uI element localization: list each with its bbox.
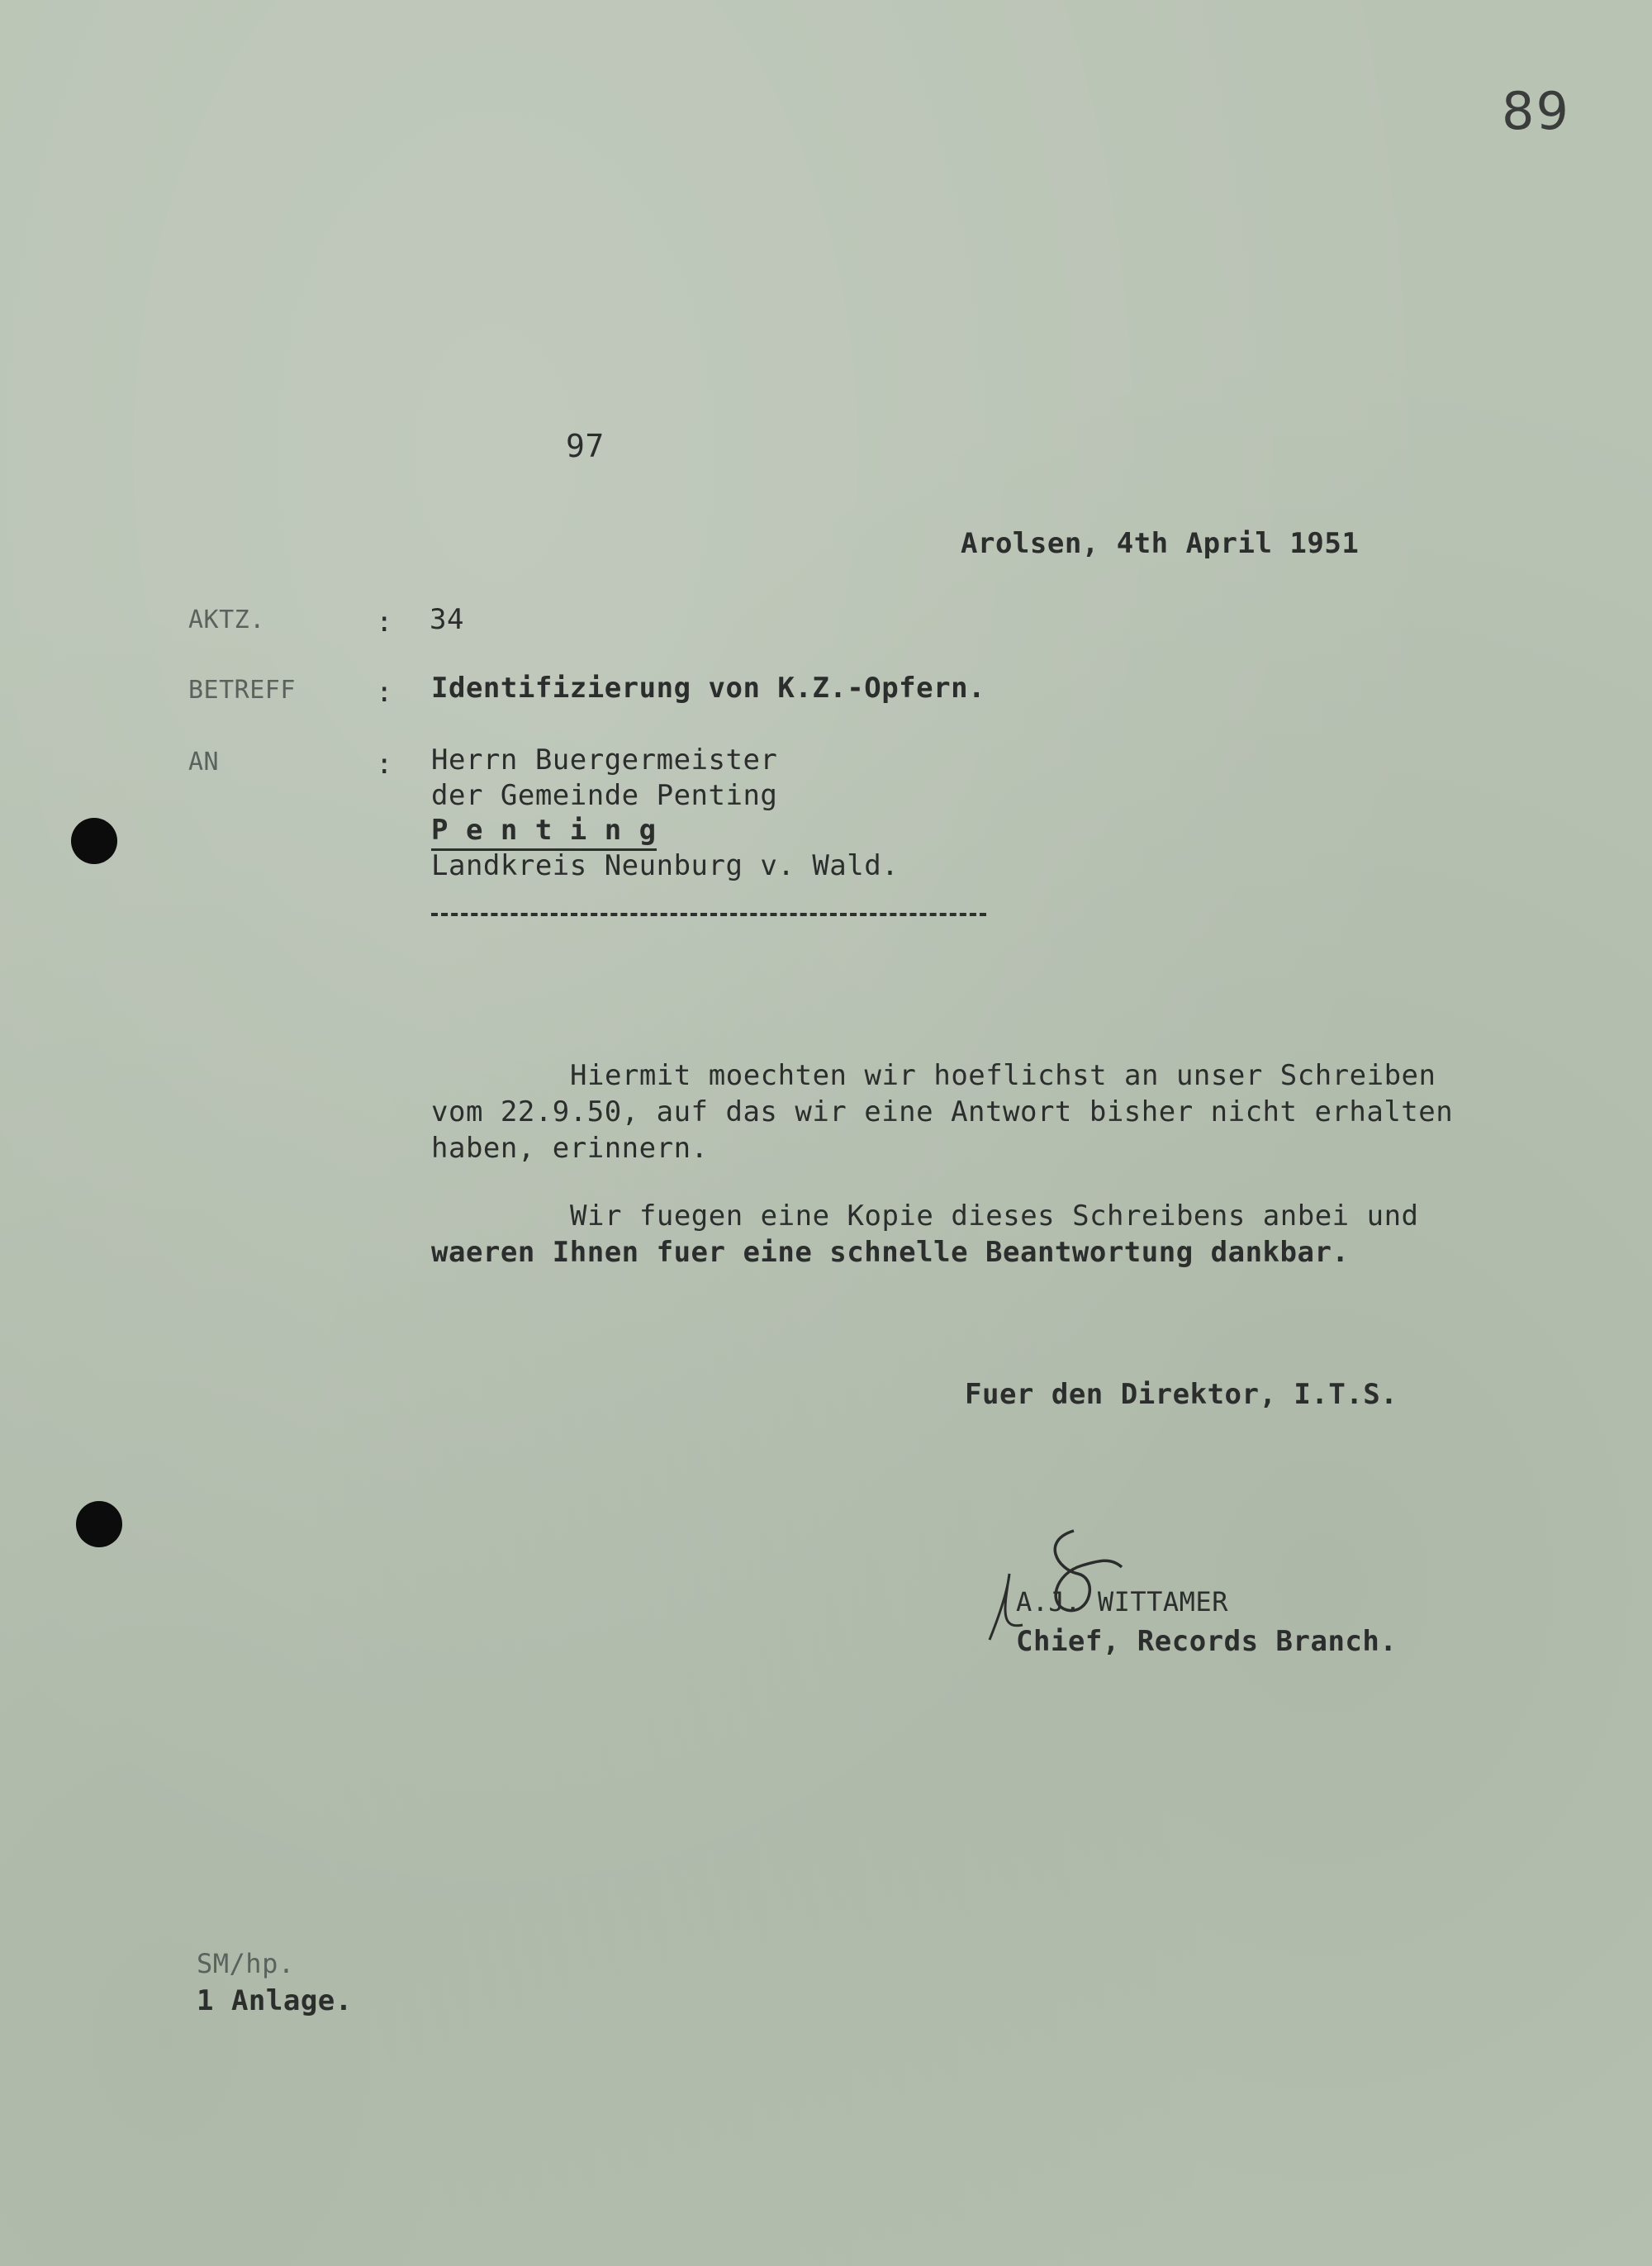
- body-paragraph-1-line-1: Hiermit moechten wir hoeflichst an unser Schreiben: [570, 1059, 1436, 1092]
- punch-hole-lower: [76, 1501, 122, 1547]
- body-paragraph-1-line-3: haben, erinnern.: [431, 1132, 709, 1165]
- signatory-title: Chief, Records Branch.: [1016, 1625, 1398, 1658]
- reference-initials: SM/hp.: [197, 1948, 295, 1979]
- field-label-aktz: AKTZ.: [188, 606, 265, 634]
- signatory-name: A.J. WITTAMER: [1016, 1586, 1228, 1618]
- date-line: Arolsen, 4th April 1951: [961, 527, 1360, 560]
- address-line-1: Herrn Buergermeister: [431, 743, 778, 777]
- address-line-3: P e n t i n g: [431, 814, 657, 851]
- body-paragraph-1-line-2: vom 22.9.50, auf das wir eine Antwort bisher nicht erhalten: [431, 1095, 1454, 1128]
- address-line-2: der Gemeinde Penting: [431, 779, 778, 812]
- address-divider: [431, 913, 986, 916]
- body-paragraph-2-line-2: waeren Ihnen fuer eine schnelle Beantwortung dankbar.: [431, 1236, 1350, 1269]
- field-sep-aktz: :: [376, 606, 393, 639]
- body-paragraph-2-line-1: Wir fuegen eine Kopie dieses Schreibens anbei und: [570, 1200, 1419, 1233]
- folio-number: 97: [566, 428, 605, 464]
- address-line-4: Landkreis Neunburg v. Wald.: [431, 849, 900, 882]
- field-label-betreff: BETREFF: [188, 676, 296, 705]
- field-sep-betreff: :: [376, 676, 393, 709]
- field-value-betreff: Identifizierung von K.Z.-Opfern.: [431, 672, 986, 705]
- enclosure-note: 1 Anlage.: [197, 1984, 353, 2017]
- closing-line: Fuer den Direktor, I.T.S.: [965, 1378, 1398, 1411]
- page-number: 89: [1502, 81, 1570, 141]
- field-label-an: AN: [188, 748, 220, 777]
- field-sep-an: :: [376, 748, 393, 781]
- field-value-aktz: 34: [430, 603, 464, 636]
- punch-hole-upper: [71, 818, 117, 864]
